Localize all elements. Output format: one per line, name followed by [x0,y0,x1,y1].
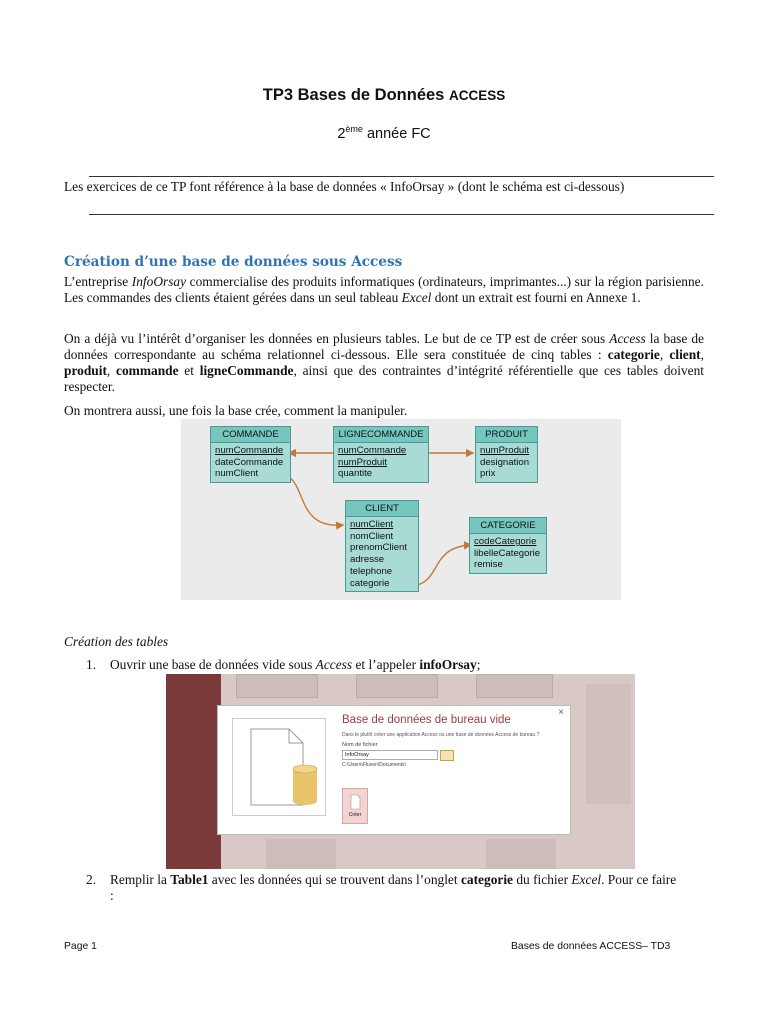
step-2-text: Remplir la Table1 avec les données qui se trouvent dans l’onglet categorie du fichier Excel. Pour ce faire : [110,872,677,903]
footer-course-title: Bases de données ACCESS– TD3 [511,941,671,952]
subtitle-number: 2 [337,125,346,142]
paragraph-manipulate: On montrera aussi, une fois la base crée, comment la manipuler. [64,403,408,418]
paragraph-goal: On a déjà vu l’intérêt d’organiser les données en plusieurs tables. Le but de ce TP est de créer sous Access la base de données correspondante au schéma relationnel ci-dessous. Elle sera constituée de cinq tables : categorie, client, produit, commande et ligneCommande, ainsi que des contraintes d’intégrité référentielle que ces tables doivent respecter. [64,331,705,394]
filename-input[interactable]: InfoOrsay [342,750,438,760]
field-designation: designation [480,456,530,468]
new-database-dialog [217,705,571,835]
relational-schema-diagram [181,419,621,600]
dialog-question: Dans le plutôt créer une application Access ou une base de données Access de bureau ? [342,732,540,738]
field-telephone: telephone [350,565,393,577]
field-quantite: quantite [338,468,373,480]
field-nomclient: nomClient [350,530,394,542]
database-file-icon [233,719,325,815]
step-1-number: 1. [86,657,97,672]
create-button[interactable] [342,788,368,824]
document-title [0,86,768,105]
arrow-client-categorie [417,545,471,585]
table-client-header: CLIENT [346,501,418,517]
step-1-text: Ouvrir une base de données vide sous Access et l’appeler infoOrsay; [110,657,481,672]
template-tile [266,839,336,869]
table-lignecommande [333,426,429,483]
dialog-title: Base de données de bureau vide [342,714,511,726]
access-screenshot [166,674,635,869]
dialog-close-button[interactable]: × [558,707,564,718]
table-categorie [469,517,547,574]
paragraph-company: L’entreprise InfoOrsay commercialise des produits informatiques (ordinateurs, imprimantes...) sur la région parisienne. Les commandes des clients étaient gérées dans un seul tableau Excel dont un extrait est fourni en Annexe 1. [64,274,704,305]
table-produit-header: PRODUIT [476,427,537,443]
tables-heading: Création des tables [64,634,169,649]
field-datecommande: dateCommande [215,456,284,468]
subtitle-superscript: ème [345,124,363,134]
field-numcommande: numCommande [215,445,284,456]
template-tile [236,674,318,698]
field-numcommande: numCommande [338,445,407,456]
title-main: TP3 Bases de Données [262,86,449,104]
field-libellecategorie: libelleCategorie [474,547,541,559]
browse-folder-icon[interactable] [440,750,454,761]
field-categorie: categorie [350,577,390,589]
field-numclient: numClient [350,519,394,530]
access-backstage-sidebar [166,674,221,869]
template-tile [476,674,553,698]
table-categorie-header: CATEGORIE [470,518,546,534]
field-codecategorie: codeCategorie [474,536,537,547]
create-file-icon [343,792,367,812]
table-commande [210,426,291,483]
table-client [345,500,419,592]
template-tile [486,839,556,869]
file-path: C:\Users\Fluxen\Documents\ [342,762,406,768]
field-numclient: numClient [215,468,259,480]
filename-label: Nom de fichier [342,742,378,748]
field-numproduit: numProduit [480,445,530,456]
arrow-commande-client [289,477,343,525]
intro-text: Les exercices de ce TP font référence à la base de données « InfoOrsay » (dont le schéma est ci-dessous) [64,179,625,194]
field-adresse: adresse [350,554,385,566]
table-lignecommande-header: LIGNECOMMANDE [334,427,428,443]
template-tile [586,684,631,804]
document-subtitle [0,124,768,142]
table-produit [475,426,538,483]
bottom-rule [89,214,714,215]
database-preview [232,718,326,816]
field-prix: prix [480,468,496,480]
subtitle-text: année FC [362,125,431,142]
step-2-number: 2. [86,872,97,887]
title-caps: ACCESS [448,88,506,103]
footer-page-number: Page 1 [64,941,97,952]
top-rule [89,176,714,177]
create-button-label: Créer [348,812,362,818]
field-remise: remise [474,559,503,571]
section-heading: Création d’une base de données sous Access [64,254,403,270]
field-numproduit: numProduit [338,456,388,468]
template-tile [356,674,438,698]
field-prenomclient: prenomClient [350,542,408,554]
table-commande-header: COMMANDE [211,427,290,443]
